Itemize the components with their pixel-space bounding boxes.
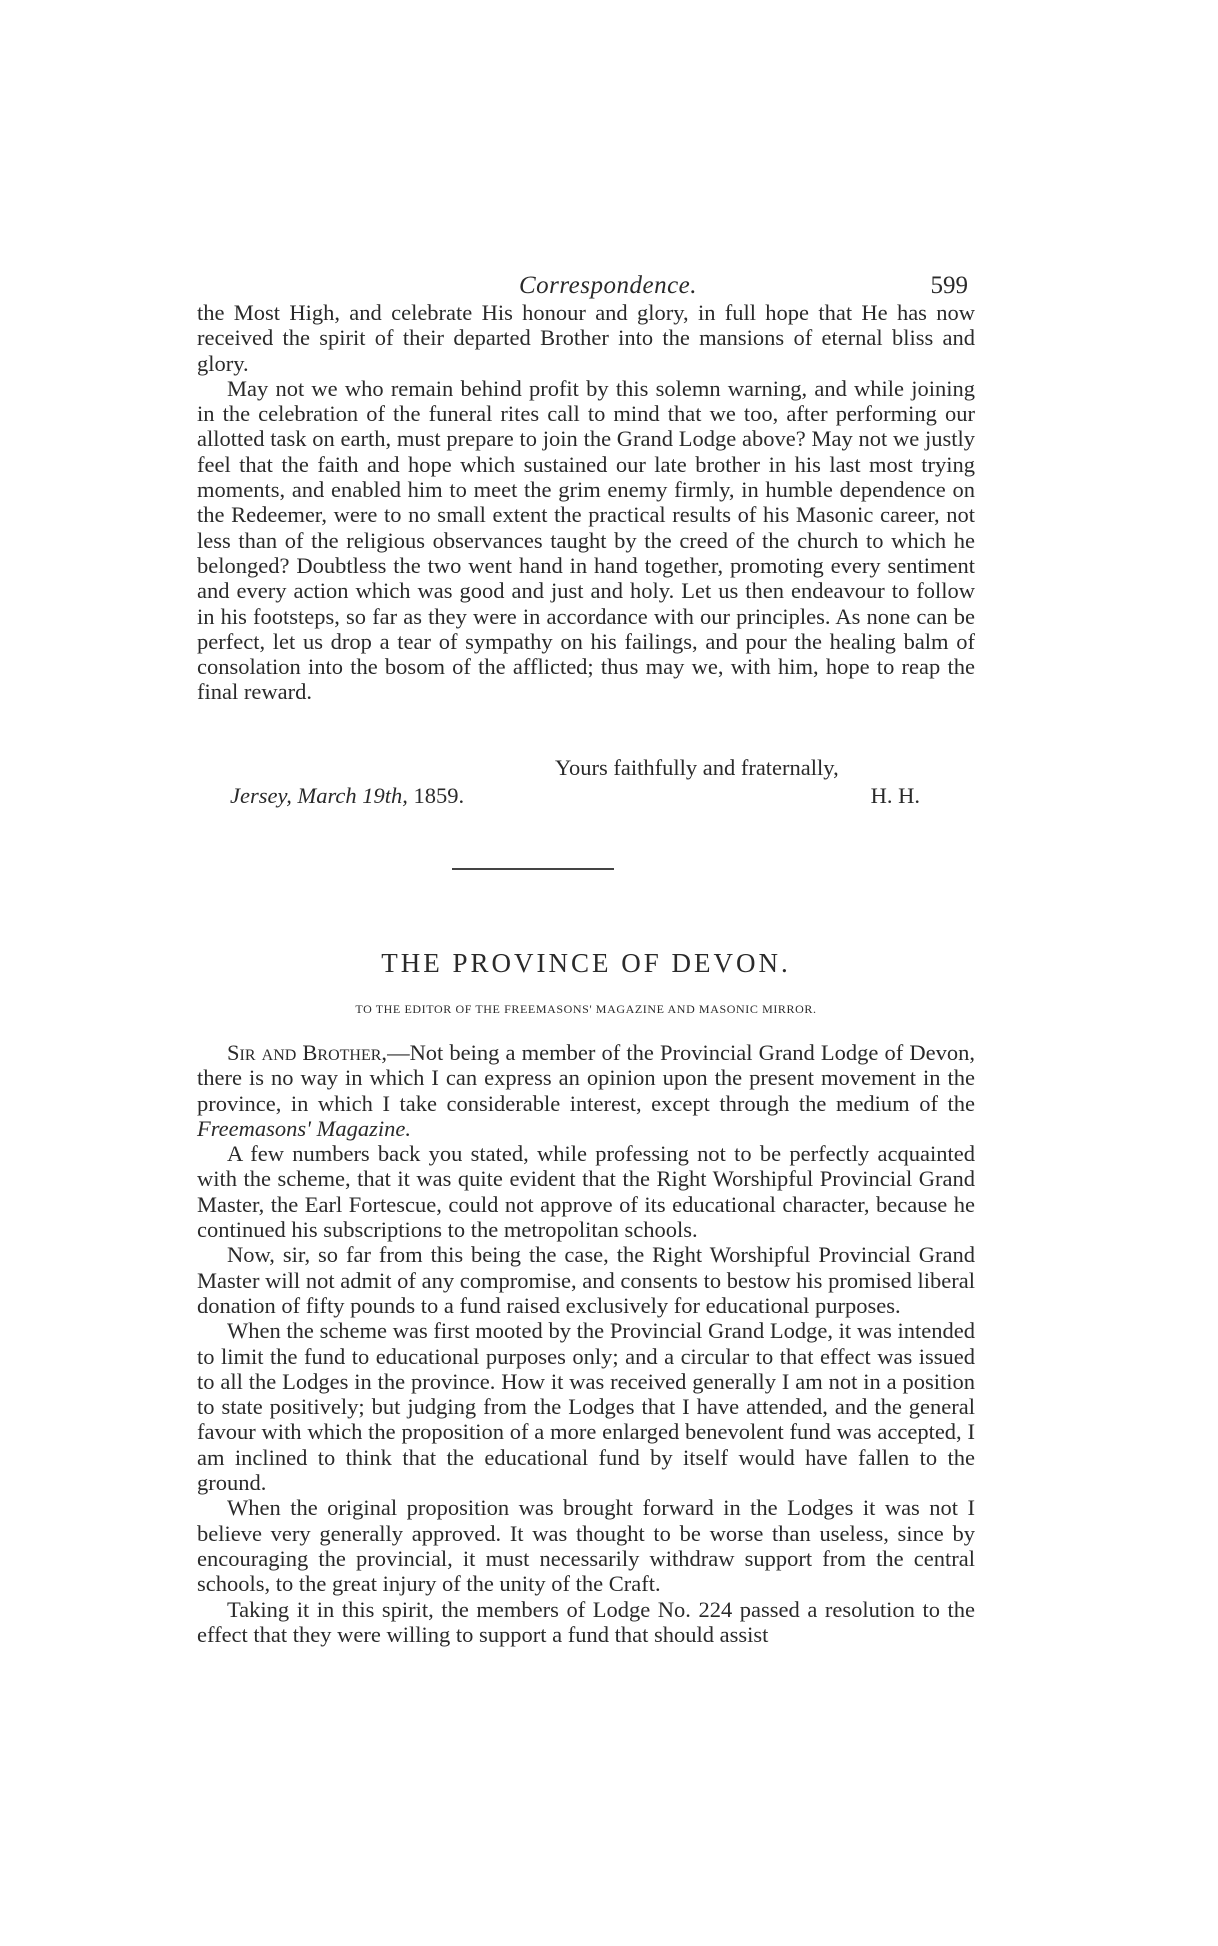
section-divider — [452, 868, 614, 870]
article-body — [197, 1040, 975, 1647]
article-paragraph: Taking it in this spirit, the members of Lodge No. 224 passed a resolution to the effect that they were willing to support a fund that should assist — [197, 1596, 975, 1647]
dateline-year: 1859. — [413, 783, 465, 808]
letter-closing: Yours faithfully and fraternally, — [555, 755, 839, 780]
letter-signature: H. H. — [870, 783, 920, 808]
salutation: Sir and Brother, — [227, 1040, 388, 1065]
article-paragraph: When the original proposition was brought forward in the Lodges it was not I believe very generally approved. It was thought to be worse than useless, since by encouraging the provincial, it must necessarily withdraw support from the central schools, to the great injury of the unity of the Craft. — [197, 1495, 975, 1597]
letter-paragraph: May not we who remain behind profit by this solemn warning, and while joining in the celebration of the funeral rites call to mind that we too, after performing our allotted task on earth, must prepare to join the Grand Lodge above? May not we justly feel that the faith and hope which sustained our late brother in his last most trying moments, and enabled him to meet the grim enemy firmly, in humble dependence on the Redeemer, were to no small extent the practical results of his Masonic career, not less than of the religious observances taught by the creed of the church to which he belonged? Doubtless the two went hand in hand together, promoting every sentiment and every action which was good and just and holy. Let us then endeavour to follow in his footsteps, so far as they were in accordance with our principles. As none can be perfect, let us drop a tear of sympathy on his failings, and pour the healing balm of consolation into the bosom of the afflicted; thus may we, with him, hope to reap the final reward. — [197, 375, 975, 705]
article-paragraph: When the scheme was first mooted by the Provincial Grand Lodge, it was intended to limit the fund to educational purposes only; and a circular to that effect was issued to all the Lodges in the province. How it was received generally I am not in a position to state positively; but judging from the Lodges that I have attended, and the general favour with which the proposition of a more enlarged benevolent fund was accepted, I am inclined to think that the educational fund by itself would have fallen to the ground. — [197, 1318, 975, 1496]
running-title: Correspondence. — [518, 272, 698, 299]
dateline-place: Jersey, March 19th, — [230, 783, 408, 808]
article-paragraph: A few numbers back you stated, while professing not to be perfectly acquainted with the scheme, that it was quite evident that the Right Worshipful Provincial Grand Master, the Earl Fortescue, could not approve of its educational character, because he continued his subscriptions to the metropolitan schools. — [197, 1141, 975, 1243]
article-paragraph — [197, 1040, 975, 1141]
page-number: 599 — [930, 272, 968, 299]
article-paragraph: Now, sir, so far from this being the case, the Right Worshipful Provincial Grand Master will not admit of any compromise, and consents to bestow his promised liberal donation of fifty pounds to a fund raised exclusively for educational purposes. — [197, 1242, 975, 1318]
magazine-title: Freemasons' Magazine. — [197, 1115, 411, 1141]
article-title: THE PROVINCE OF DEVON. — [381, 948, 791, 978]
letter-paragraph: the Most High, and celebrate His honour and glory, in full hope that He has now received the spirit of their departed Brother into the mansions of eternal bliss and glory. — [197, 300, 975, 376]
letter-dateline — [230, 783, 920, 809]
paragraph-text: —Not being a member of the Provincial Grand Lodge of Devon, there is no way in which I can express an opinion upon the present movement in the province, in which I take considerable interest, except through the medium of the — [197, 1040, 976, 1116]
article-subtitle: TO THE EDITOR OF THE FREEMASONS' MAGAZINE AND MASONIC MIRROR. — [355, 1002, 817, 1016]
letter-body — [197, 300, 975, 705]
